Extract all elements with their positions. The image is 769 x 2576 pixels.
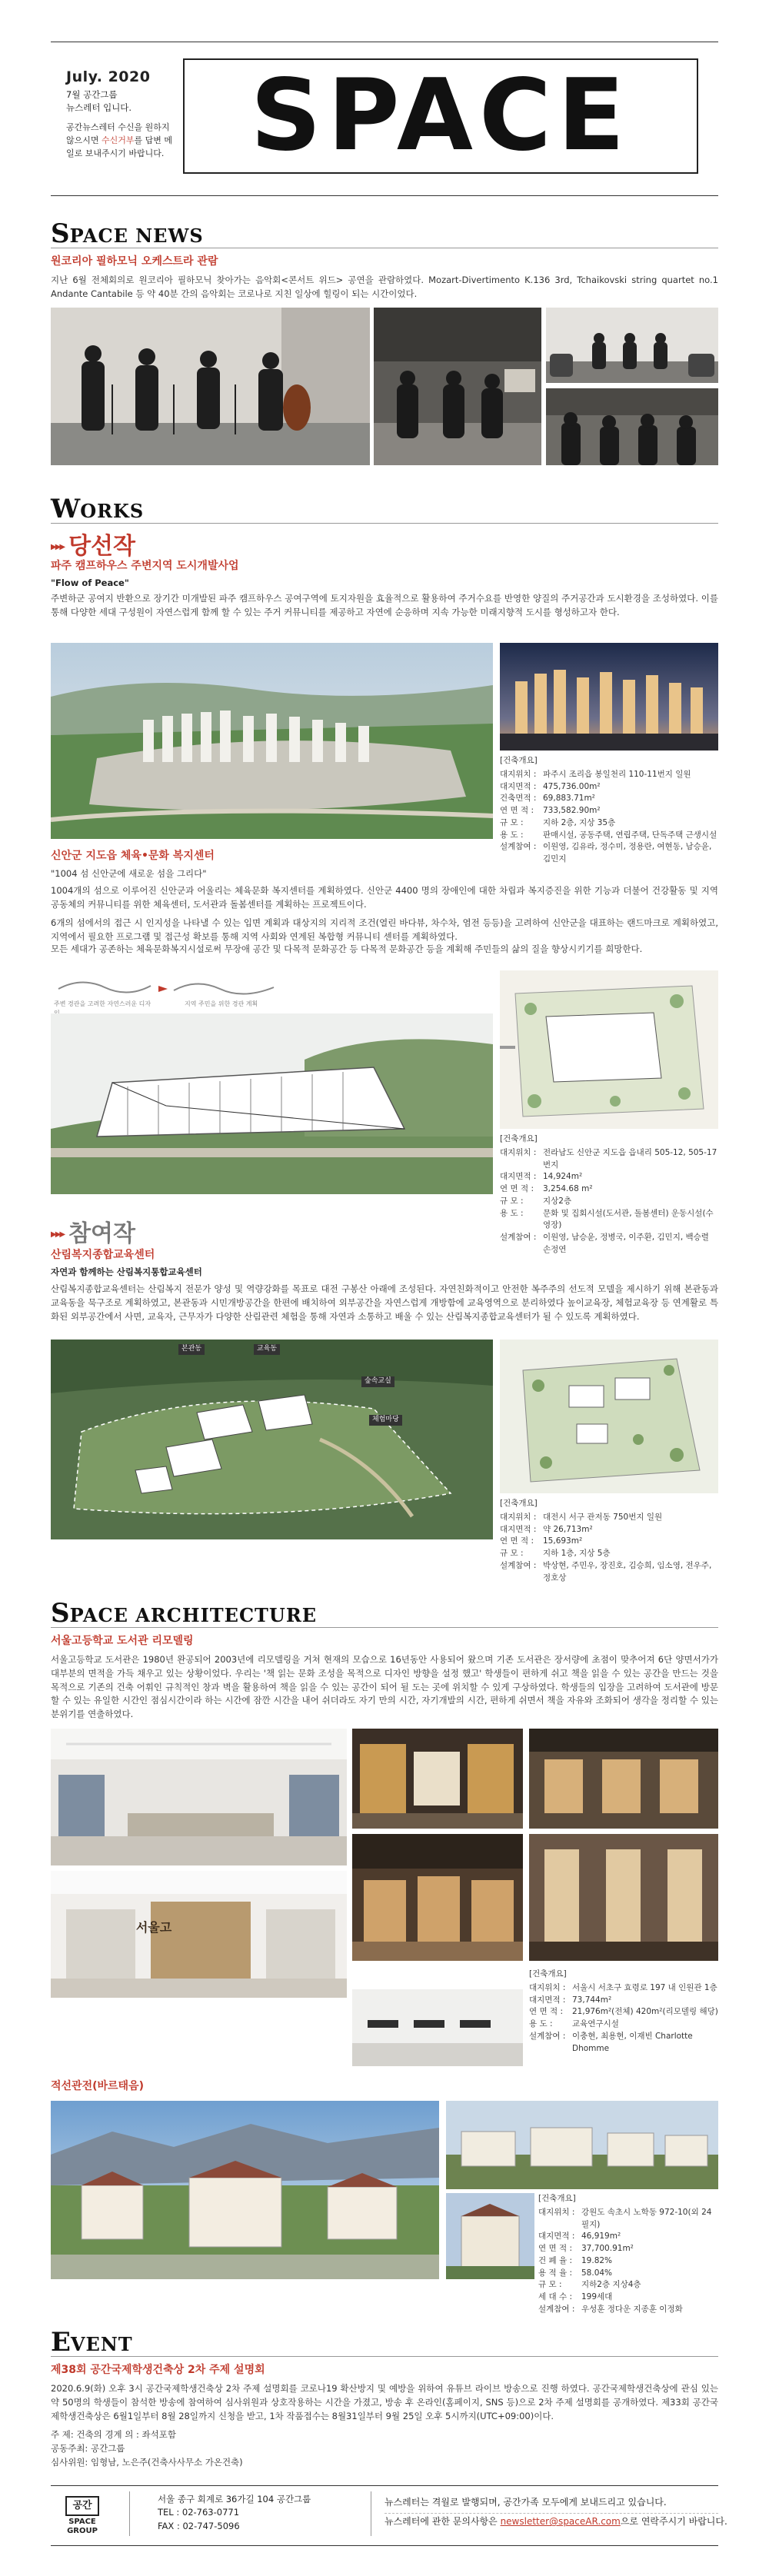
- forest-label-yard: 체험마당: [369, 1415, 402, 1426]
- sokcho-photo-2: [446, 2101, 718, 2189]
- paju-night-render: [500, 643, 718, 751]
- space-news-subtitle: 원코리아 필하모닉 오케스트라 관람: [51, 255, 218, 268]
- sinan-body-2: 6개의 섬에서의 접근 시 인지성을 나타낼 수 있는 입면 계획과 대상지의 지리적 조건(열린 바다뷰, 차수차, 염전 등등)을 고려하여 신안군을 대표하는 랜드마크로 계획하였고, 지역에서 필요한 프로그램 및 접근성 확보를 통해 지역 사회와 연계된 복합형 커뮤니티 센터를 계획하였다.: [51, 917, 718, 942]
- sinan-building-render: [51, 1013, 493, 1194]
- info-row: 대지위치 : 전라남도 신안군 지도읍 읍내리 505-12, 505-17번지: [500, 1147, 717, 1170]
- info-row: 용 도 : 교육연구시설: [529, 2019, 619, 2029]
- sokcho-photo-3: [446, 2193, 534, 2279]
- info-row: 설계참여 : 이원영, 김유라, 정수미, 정용란, 여현동, 남승윤, 김민지: [500, 842, 712, 864]
- library-photo-4: [352, 1834, 523, 1961]
- library-photo-5: [529, 1834, 718, 1961]
- triple-arrow-icon: ▶▶▶: [51, 1230, 65, 1239]
- footer-notice-1: 뉴스레터는 격월로 발행되며, 공간가족 모두에게 보내드리고 있습니다.: [384, 2497, 667, 2508]
- library-photo-3: [529, 1729, 718, 1829]
- footer-address: [158, 2493, 311, 2533]
- info-row: 연 면 적 : 733,582.90m²: [500, 806, 601, 815]
- sokcho-info: [건축개요] 대지위치 : 강원도 속초시 노학동 972-10(외 24필지) 대지면적 : 46,919m² 연 면 적 : 37,700.91m² 건 폐 율 : 19.82% 용 적 율 : 58.04% 규 모 : 지하2층 지상4층 세 대 수 : 199세대 설계참여 : 우성훈 정다운 지종훈 이정화: [538, 2193, 718, 2316]
- info-row: 연 면 적 : 15,693m²: [500, 1536, 583, 1546]
- info-row: 연 면 적 : 37,700.91m²: [538, 2244, 634, 2253]
- info-row: 규 모 : 지하2층 지상4층: [538, 2280, 641, 2290]
- info-row: 규 모 : 지하 2층, 지상 35층: [500, 817, 616, 827]
- concert-photo-3: [546, 308, 718, 383]
- library-photo-6: [352, 1966, 523, 2066]
- masthead-title: SPACE: [250, 58, 631, 173]
- event-body: 2020.6.9(화) 오후 3시 공간국제학생건축상 2차 주제 설명회를 코로나19 확산방지 및 예방을 위하여 유튜브 라이브 방송으로 진행 하였다. 공간국제학생건축상에 관심 있는 약 50명의 학생들이 참석한 방송에 참여하여 심사위원과 상호작용하는 시간을 가졌고, 방송 후 온라인(홈페이지, SNS 등)으로 2차 주제 설명회를 공개하였다. 제33회 공간국제학생건축상은 6월1일부터 8월 28일까지 신청을 받고, 1차 작품접수는 8월31일부터 9월 25일 오후 5시까지(UTC+09:00)이다.: [51, 2383, 718, 2421]
- event-credit-2: 공동주최: 공간그룹: [51, 2443, 125, 2454]
- event-rule: [51, 2356, 718, 2357]
- info-row: 대지위치 : 서울시 서초구 효령로 197 내 인원관 1층: [529, 1982, 717, 1992]
- footer-addr-line: 서울 종구 회계로 36가길 104 공간그룹: [158, 2494, 311, 2504]
- seoul-library-info: [건축개요] 대지위치 : 서울시 서초구 효령로 197 내 인원관 1층 대지면적 : 73,744m² 연 면 적 : 21,976m²(전체) 420m²(리모델링 해당) 용 도 : 교육연구시설 설계참여 : 이충현, 최용현, 이재빈 Charlotte Dhomme: [529, 1969, 718, 2055]
- sinan-title: 신안군 지도읍 체육•문화 복지센터: [51, 850, 215, 862]
- space-news-body: 지난 6월 전체회의로 원코리아 필하모닉 찾아가는 음악회<콘서트 위드> 공연을 관람하였다. Mozart-Divertimento K.136 3rd, Tchaikovski string quartet no.1 Andante Cantabile 등 약 40분 간의 음악회는 코로나로 지친 일상에 힐링이 되는 시간이었다.: [51, 275, 718, 299]
- logo-sub1: SPACE: [68, 2518, 96, 2526]
- unsubscribe-note: [66, 121, 174, 160]
- forest-title: 산림복지종합교육센터: [51, 1249, 155, 1261]
- info-row: 연 면 적 : 3,254.68 m²: [500, 1184, 593, 1193]
- info-row: 설계참여 : 이원영, 남승윤, 정병국, 이주환, 김민지, 백승렬 손정연: [500, 1233, 709, 1254]
- library-sign: 서울고: [135, 1920, 172, 1935]
- forest-body: 산림복지종합교육센터는 산림복지 전문가 양성 및 역량강화를 목표로 대전 구봉산 아래에 조성된다. 자연친화적이고 안전한 복주주의 선도적 모델을 제시하기 위해 본관동과 교육동을 묵구조로 계획하였고, 본관동과 시민개방공간을 한편에 배치하여 외부공간을 자연스럽게 개방함에 교육영역으로 분리하였다 높이교육장, 체험교육장 등 연계활로 특화된 외부공간에서 사면, 교육자, 근무자가 다양한 산림관련 체험을 통해 자연과 소통하고 배울 수 있는 산림복지종합교육센터가 될 수 있도록 계획하였다.: [51, 1283, 718, 1322]
- award-winner-text: 당선작: [68, 533, 136, 560]
- paju-aerial-render: [51, 643, 493, 839]
- forest-quote: 자연과 함께하는 산림복지통합교육센터: [51, 1266, 202, 1277]
- issue-sub1: 7월 공간그룹: [66, 89, 118, 101]
- footer-tel: TEL : 02-763-0771: [158, 2507, 240, 2518]
- logo-sub2: GROUP: [67, 2527, 98, 2535]
- footer-dotted-rule: [384, 2513, 718, 2514]
- info-row: 설계참여 : 이충현, 최용현, 이재빈 Charlotte Dhomme: [529, 2031, 693, 2053]
- info-row: 규 모 : 지하 1층, 지상 5층: [500, 1549, 611, 1558]
- info-row: 연 면 적 : 21,976m²(전체) 420m²(리모델링 해당): [529, 2007, 718, 2017]
- masthead-rule: [51, 195, 718, 196]
- info-row: 대지면적 : 475,736.00m²: [500, 781, 601, 791]
- unsubscribe-post: 를 답변 메일로 보내주시기 바랍니다.: [66, 135, 173, 158]
- info-row: 대지위치 : 파주시 조리읍 봉일천리 110-11번지 일원: [500, 769, 691, 779]
- library-photo-main: [51, 1729, 347, 1865]
- info-row: 용 도 : 문화 및 집회시설(도서관, 돌봄센터) 운동시설(수영장): [500, 1208, 714, 1230]
- works-heading: WORKS: [51, 494, 145, 524]
- info-row: 대지면적 : 14,924m²: [500, 1172, 583, 1182]
- unsubscribe-link[interactable]: 수신거부: [102, 135, 135, 145]
- space-architecture-heading: SPACE ARCHITECTURE: [51, 1598, 318, 1629]
- masthead-info: [66, 66, 174, 160]
- paju-title: 파주 캠프하우스 주변지역 도시개발사업: [51, 560, 239, 572]
- footer-bottom-rule: [51, 2545, 718, 2546]
- paju-info-head: [건축개요]: [500, 756, 538, 765]
- issue-sub2: 뉴스레터 입니다.: [66, 102, 132, 114]
- sinan-info: [건축개요] 대지위치 : 전라남도 신안군 지도읍 읍내리 505-12, 505-17번지 대지면적 : 14,924m² 연 면 적 : 3,254.68 m² 규 모 : 지상2층 용 도 : 문화 및 집회시설(도서관, 돌봄센터) 운동시설(수영장) 설계참여 : 이원영, 남승윤, 정병국, 이주환, 김민지, 백승렬 손정연: [500, 1133, 718, 1256]
- concert-photo-2: [374, 308, 541, 465]
- paju-body: 주변하군 공여지 반환으로 장기간 미개발된 파주 캠프하우스 공여구역에 토지자원을 효율적으로 활용하여 주거수요를 반영한 양질의 주거공간과 도시환경을 조성하였다. 이를 통해 다양한 세대 구성원이 자연스럽게 함께 할 수 있는 주거 커뮤니티를 제공하고 자연에 순응하며 지속 가능한 미래지향적 도시를 형성하고자 한다.: [51, 593, 718, 617]
- space-news-heading: SPACE NEWS: [51, 218, 204, 249]
- works-rule: [51, 523, 718, 524]
- unsubscribe-pre: 공간뉴스레터 수신을 원하지 않으시면: [66, 121, 170, 145]
- info-row: 용 도 : 판매시설, 공동주택, 연립주택, 단독주택 근생시설: [500, 830, 717, 840]
- footer-divider-1: [129, 2491, 130, 2536]
- info-row: 대지위치 : 대전시 서구 관저동 750번지 일원: [500, 1512, 663, 1522]
- info-row: 대지위치 : 강원도 속초시 노학동 972-10(외 24필지): [538, 2207, 712, 2229]
- footer-top-rule: [51, 2485, 718, 2486]
- award-participant-text: 참여작: [68, 1220, 136, 1247]
- forest-site-plan: [500, 1340, 718, 1493]
- seoul-library-title: 서울고등학교 도서관 리모델링: [51, 1635, 194, 1647]
- sinan-quote: "1004 섬 신안군에 새로운 섬을 그리다": [51, 868, 207, 879]
- event-heading: EVENT: [51, 2327, 133, 2358]
- forest-label-main: 본관동: [178, 1344, 205, 1355]
- architecture-rule: [51, 1627, 718, 1628]
- newsletter-email-link[interactable]: newsletter@spaceAR.com: [500, 2516, 621, 2528]
- info-row: 대지면적 : 73,744m²: [529, 1995, 612, 2005]
- sinan-diagram-caption-2: 지역 주민을 위한 경관 계획: [185, 1000, 258, 1007]
- paju-info: [500, 755, 718, 866]
- seoul-library-body: 서울고등학교 도서관은 1980년 완공되어 2003년에 리모델링을 거쳐 현재의 모습으로 16년동안 사용되어 왔으며 기존 도서관은 장서량에 초점이 맞추어져 6단 양면서가가 대부분의 면적을 가득 채우고 있는 상황이었다. 우리는 '책 읽는 문화 조성을 목적으로 디자인 방향을 설정 했고' 학생들이 편하게 쉬고 책을 읽을 수 있는 공간을 만드는 것을 목적으로 기존의 건축 어휘인 규칙적인 창과 벽을 활용하여 책을 읽을 수 있는 공간이 되어 될 도는 곳에 위치할 수 있게 구상하였다. 학생들의 입장을 고려하여 도서관에 방문할 수 있는 유일한 시간인 점심시간이라 하는 시간에 잠깐 시간을 내어 쉬더라도 자기 만의 시간, 자기개발의 시간, 편하게 쉬면서 책을 자유와 조화되어 생각을 정리할 수 있는 분위기를 연출하였다.: [51, 1654, 718, 1720]
- event-credit-3: 심사위원: 임형남, 노은주(건축사사무소 가온건축): [51, 2457, 243, 2468]
- space-group-logo: [51, 2496, 114, 2536]
- sinan-diagram-caption-1: 주변 경관을 고려한 자연스러운 디자: [54, 1000, 151, 1007]
- footer-notice-2: 뉴스레터에 관한 문의사항은 newsletter@spaceAR.com으로 연락주시기 바랍니다.: [384, 2516, 727, 2528]
- info-row: 설계참여 : 박상현, 주민우, 장진호, 김승희, 임소영, 전우주, 정호상: [500, 1560, 712, 1583]
- issue-date: July. 2020: [66, 68, 151, 85]
- info-row: 설계참여 : 우성훈 정다운 지종훈 이정화: [538, 2304, 683, 2314]
- library-photo-entrance: [51, 1871, 347, 1998]
- sokcho-aerial-photo: [51, 2101, 439, 2279]
- concert-photo-4: [546, 388, 718, 465]
- forest-label-classroom: 숲속교실: [361, 1376, 394, 1387]
- event-title: 제38회 공간국제학생건축상 2차 주제 설명회: [51, 2364, 265, 2376]
- sokcho-title: 적선관전(바르태음): [51, 2080, 144, 2092]
- forest-info: [건축개요] 대지위치 : 대전시 서구 관저동 750번지 일원 대지면적 : 약 26,713m² 연 면 적 : 15,693m² 규 모 : 지하 1층, 지상 5층 설계참여 : 박상현, 주민우, 장진호, 김승희, 임소영, 전우주, 정호상: [500, 1498, 718, 1584]
- footer-fax: FAX : 02-747-5096: [158, 2520, 240, 2531]
- forest-aerial-render: [51, 1340, 493, 1539]
- info-row: 건축면적 : 69,883.71m²: [500, 794, 595, 804]
- forest-label-edu: 교육동: [254, 1344, 280, 1355]
- sinan-body-1: 1004개의 섬으로 이루어진 신안군과 어울리는 체육문화 복지센터를 계획하였다. 신안군 4400 명의 장애인에 대한 차립과 복지증진을 위한 기능과 더불어 건강활동 및 지역공동체의 커뮤니티를 위한 체육센터, 도서관과 돌봄센터를 계획하는 프로젝트이다.: [51, 885, 718, 910]
- triple-arrow-icon: ▶▶▶: [51, 542, 65, 551]
- masthead-title-box: [183, 58, 698, 174]
- info-row: 대지면적 : 약 26,713m²: [500, 1524, 593, 1534]
- info-row: 건 폐 율 : 19.82%: [538, 2255, 613, 2265]
- logo-mark: 공간: [65, 2496, 99, 2516]
- info-row: 세 대 수 : 199세대: [538, 2292, 613, 2301]
- concert-photo-1: [51, 308, 370, 465]
- info-row: 대지면적 : 46,919m²: [538, 2232, 621, 2242]
- sinan-body-3: 모든 세대가 공존하는 체육문화복지시설로써 무장애 공간 및 다목적 문화공간 등 다목적 문화공간 등을 계획해 주민들의 삶의 질을 향상시키기를 희망한다.: [51, 944, 643, 954]
- sinan-site-plan: [500, 970, 718, 1129]
- info-row: 규 모 : 지상2층: [500, 1196, 572, 1206]
- event-credit-1: 주 제: 건축의 경계 의 : 좌석포함: [51, 2429, 176, 2440]
- info-row: 용 적 율 : 58.04%: [538, 2268, 613, 2278]
- library-photo-2: [352, 1729, 523, 1829]
- paju-quote: "Flow of Peace": [51, 577, 129, 588]
